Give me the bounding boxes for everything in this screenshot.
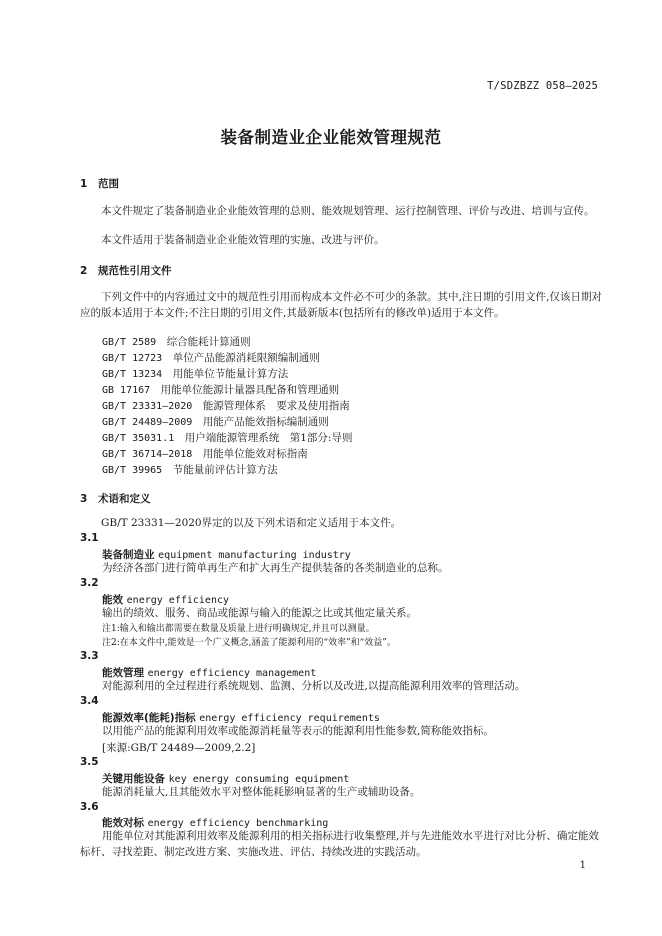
reference-code: GB/T 36714—2018 [102, 449, 193, 460]
term-heading [102, 547, 351, 562]
term-heading [102, 592, 229, 607]
term-definition: 为经济各部门进行简单再生产和扩大再生产提供装备的各类制造业的总称。 [102, 562, 449, 574]
reference-item [102, 351, 320, 366]
term-note: 注1:输入和输出都需要在数量及质量上进行明确规定,并且可以测量。 [102, 624, 375, 634]
reference-code: GB/T 12723 [102, 353, 163, 364]
term-number: 3.6 [80, 801, 99, 813]
section-title: 范围 [98, 178, 119, 190]
references-intro: 下列文件中的内容通过文中的规范性引用而构成本文件必不可少的条款。其中,注日期的引用文件,仅该日期对应的版本适用于本文件;不注日期的引用文件,其最新版本(包括所有的修改单)适用于本文件。 [80, 291, 602, 319]
reference-code: GB/T 2589 [102, 337, 157, 348]
term-en: energy efficiency management [147, 668, 317, 679]
section-title: 术语和定义 [98, 493, 151, 505]
reference-title: 用能单位能效对标指南 [202, 448, 308, 460]
term-en: equipment manufacturing industry [158, 550, 351, 561]
term-en: key energy consuming equipment [168, 774, 350, 785]
term-definition: 对能源利用的全过程进行系统规划、监测、分析以及改进,以提高能源利用效率的管理活动。 [102, 680, 526, 692]
term-heading [102, 771, 349, 786]
reference-item [102, 447, 308, 462]
reference-title: 用户端能源管理系统 第1部分:导则 [184, 432, 353, 444]
reference-title: 用能单位能源计量器具配备和管理通则 [160, 384, 340, 396]
section-title: 规范性引用文件 [98, 265, 172, 277]
document-code: T/SDZBZZ 058—2025 [487, 80, 598, 92]
section-number: 1 [80, 178, 88, 190]
reference-title: 用能单位节能量计算方法 [172, 368, 289, 380]
term-en: energy efficiency requirements [199, 713, 380, 724]
section-number: 2 [80, 265, 88, 277]
term-heading [102, 815, 328, 830]
reference-title: 用能产品能效指标编制通则 [202, 416, 329, 428]
term-definition: 以用能产品的能源利用效率或能源消耗量等表示的能源利用性能参数,简称能效指标。 [102, 725, 494, 737]
term-zh: 装备制造业 [102, 549, 155, 561]
scope-paragraph-1: 本文件规定了装备制造业企业能效管理的总则、能效规划管理、运行控制管理、评价与改进、培训与宣传。 [101, 205, 595, 217]
document-title: 装备制造业企业能效管理规范 [220, 128, 442, 147]
term-en: energy efficiency benchmarking [147, 818, 329, 829]
term-heading [102, 710, 380, 725]
reference-item [102, 463, 278, 478]
reference-item [102, 399, 350, 414]
reference-title: 能源管理体系 要求及使用指南 [202, 400, 350, 412]
page-number: 1 [579, 860, 586, 871]
reference-title: 单位产品能源消耗限额编制通则 [172, 352, 320, 364]
term-zh: 能效 [102, 594, 123, 606]
reference-code: GB/T 24489—2009 [102, 417, 193, 428]
term-definition: 用能单位对其能源利用效率及能源利用的相关指标进行收集整理,并与先进能效水平进行对比分析、确定能效标杆、寻找差距、制定改进方案、实施改进、评估、持续改进的实践活动。 [80, 830, 599, 858]
term-number: 3.3 [80, 650, 99, 662]
scope-paragraph-2: 本文件适用于装备制造业企业能效管理的实施、改进与评价。 [101, 234, 385, 246]
section-number: 3 [80, 493, 88, 505]
term-definition: 输出的绩效、服务、商品或能源与输入的能源之比或其他定量关系。 [102, 607, 417, 619]
term-number: 3.5 [80, 756, 99, 768]
term-note: 注2:在本文件中,能效是一个广义概念,涵盖了能源利用的“效率”和“效益”。 [102, 638, 396, 648]
term-zh: 能效对标 [102, 817, 144, 829]
reference-code: GB/T 39965 [102, 465, 163, 476]
reference-item [102, 383, 339, 398]
term-heading [102, 665, 316, 680]
section-heading-scope [80, 176, 119, 191]
term-number: 3.1 [80, 532, 99, 544]
section-heading-normative-references [80, 263, 172, 278]
term-number: 3.2 [80, 577, 99, 589]
reference-code: GB/T 23331—2020 [102, 401, 193, 412]
term-definition: 能源消耗量大,且其能效水平对整体能耗影响显著的生产或辅助设备。 [102, 786, 421, 798]
term-source: [来源:GB/T 24489—2009,2.2] [102, 742, 256, 754]
reference-item [102, 415, 329, 430]
term-zh: 能源效率(能耗)指标 [102, 712, 196, 724]
reference-code: GB/T 35031.1 [102, 433, 175, 444]
reference-code: GB 17167 [102, 385, 151, 396]
reference-item [102, 367, 288, 382]
section-heading-terms [80, 491, 151, 506]
reference-title: 综合能耗计算通则 [166, 336, 251, 348]
term-zh: 关键用能设备 [102, 773, 165, 785]
term-zh: 能效管理 [102, 667, 144, 679]
reference-code: GB/T 13234 [102, 369, 163, 380]
term-en: energy efficiency [126, 595, 230, 606]
terms-intro: GB/T 23331—2020界定的以及下列术语和定义适用于本文件。 [101, 517, 402, 529]
reference-item [102, 335, 251, 350]
term-number: 3.4 [80, 695, 99, 707]
reference-title: 节能量前评估计算方法 [172, 464, 278, 476]
reference-item [102, 431, 352, 446]
